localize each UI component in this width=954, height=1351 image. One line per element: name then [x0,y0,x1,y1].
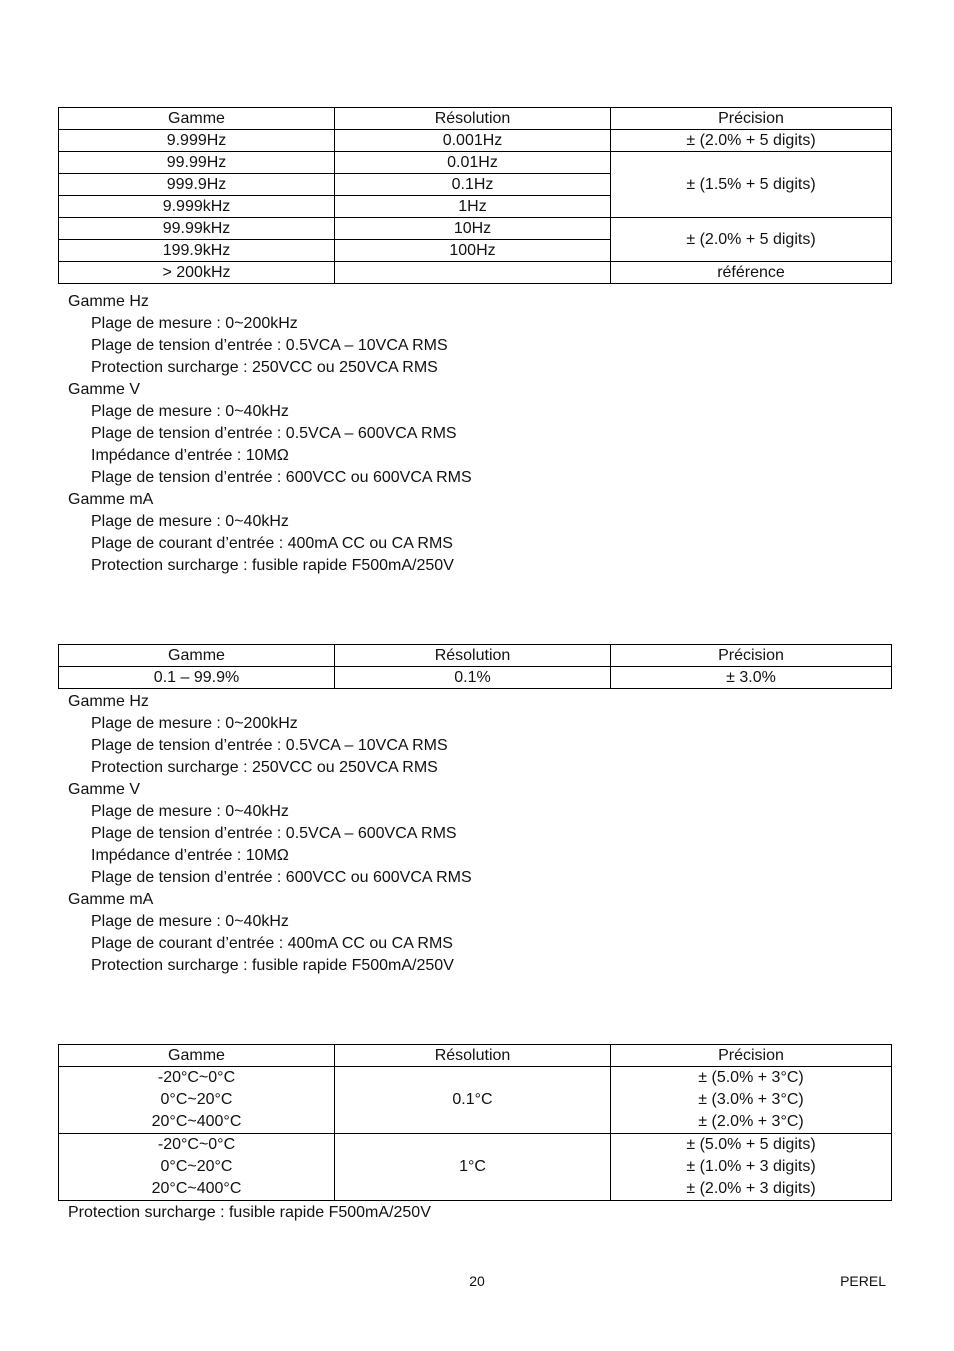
cell-resolution [335,262,611,284]
cell-gamme: 999.9Hz [59,174,335,196]
table-row [59,1134,892,1201]
note-item: Protection surcharge : 250VCC ou 250VCA RMS [91,359,438,376]
page-number: 20 [469,1273,485,1289]
cell-precision [611,1134,892,1201]
cell-line: -20°C~0°C [157,1136,236,1153]
group-title: Gamme Hz [68,693,149,710]
note-item: Protection surcharge : fusible rapide F500mA/250V [68,1204,431,1221]
note-item: Protection surcharge : fusible rapide F500mA/250V [91,557,454,574]
table-row [59,218,892,240]
cell-resolution: 0.1% [335,667,611,689]
cell-line: ± (5.0% + 3°C) [698,1069,804,1086]
frequency-notes [68,291,868,577]
cell-line: 20°C~400°C [151,1113,242,1130]
note-item: Plage de tension d’entrée : 0.5VCA – 10VCA RMS [91,337,448,354]
group-title: Gamme Hz [68,293,149,310]
cell-resolution: 0.1°C [335,1067,611,1134]
note-item: Impédance d’entrée : 10MΩ [91,847,289,864]
header-resolution: Résolution [335,108,611,130]
cell-line: ± (3.0% + 3°C) [698,1091,804,1108]
cell-line: 20°C~400°C [151,1180,242,1197]
header-resolution: Résolution [335,1045,611,1067]
group-title: Gamme V [68,781,141,798]
group-title: Gamme mA [68,891,154,908]
cell-precision: ± (1.5% + 5 digits) [611,152,892,218]
cell-resolution: 0.001Hz [335,130,611,152]
note-item: Plage de mesure : 0~200kHz [91,715,298,732]
note-item: Plage de courant d’entrée : 400mA CC ou CA RMS [91,935,453,952]
note-item: Plage de tension d’entrée : 0.5VCA – 10VCA RMS [91,737,448,754]
table-row [59,1067,892,1134]
cell-gamme [59,1134,335,1201]
header-resolution: Résolution [335,645,611,667]
cell-gamme: 0.1 – 99.9% [59,667,335,689]
cell-gamme: 99.99Hz [59,152,335,174]
cell-precision: ± (2.0% + 5 digits) [611,218,892,262]
note-item: Impédance d’entrée : 10MΩ [91,447,289,464]
group-title: Gamme mA [68,491,154,508]
note-item: Plage de mesure : 0~40kHz [91,403,289,420]
cell-resolution: 0.01Hz [335,152,611,174]
table-header-row [59,645,892,667]
cell-line: 0°C~20°C [160,1158,233,1175]
cell-gamme [59,1067,335,1134]
cell-line: -20°C~0°C [157,1069,236,1086]
table-header-row [59,1045,892,1067]
duty-cycle-notes [68,691,868,977]
note-item: Plage de tension d’entrée : 600VCC ou 600VCA RMS [91,869,472,886]
cell-precision [611,1067,892,1134]
table-row [59,130,892,152]
cell-resolution: 1Hz [335,196,611,218]
header-precision: Précision [611,645,892,667]
table-row [59,262,892,284]
cell-gamme: 199.9kHz [59,240,335,262]
note-item: Protection surcharge : 250VCC ou 250VCA RMS [91,759,438,776]
frequency-spec-table [58,107,892,284]
header-gamme: Gamme [59,1045,335,1067]
table-row [59,667,892,689]
note-item: Plage de mesure : 0~40kHz [91,513,289,530]
table-header-row [59,108,892,130]
cell-line: ± (1.0% + 3 digits) [686,1158,816,1175]
cell-precision: ± (2.0% + 5 digits) [611,130,892,152]
note-item: Plage de tension d’entrée : 0.5VCA – 600VCA RMS [91,425,457,442]
cell-resolution: 1°C [335,1134,611,1201]
cell-resolution: 10Hz [335,218,611,240]
header-precision: Précision [611,1045,892,1067]
brand-name: PEREL [840,1273,886,1289]
cell-line: ± (2.0% + 3°C) [698,1113,804,1130]
temperature-notes [68,1202,868,1224]
header-precision: Précision [611,108,892,130]
cell-resolution: 0.1Hz [335,174,611,196]
cell-line: 0°C~20°C [160,1091,233,1108]
note-item: Protection surcharge : fusible rapide F500mA/250V [91,957,454,974]
note-item: Plage de mesure : 0~200kHz [91,315,298,332]
cell-line: ± (2.0% + 3 digits) [686,1180,816,1197]
cell-gamme: 9.999Hz [59,130,335,152]
cell-gamme: 9.999kHz [59,196,335,218]
header-gamme: Gamme [59,108,335,130]
note-item: Plage de tension d’entrée : 600VCC ou 600VCA RMS [91,469,472,486]
note-item: Plage de courant d’entrée : 400mA CC ou CA RMS [91,535,453,552]
duty-cycle-spec-table [58,644,892,689]
cell-gamme: > 200kHz [59,262,335,284]
cell-precision: référence [611,262,892,284]
temperature-spec-table [58,1044,892,1201]
cell-line: ± (5.0% + 5 digits) [686,1136,816,1153]
note-item: Plage de tension d’entrée : 0.5VCA – 600VCA RMS [91,825,457,842]
note-item: Plage de mesure : 0~40kHz [91,803,289,820]
cell-precision: ± 3.0% [611,667,892,689]
table-row [59,152,892,174]
note-item: Plage de mesure : 0~40kHz [91,913,289,930]
cell-resolution: 100Hz [335,240,611,262]
group-title: Gamme V [68,381,141,398]
header-gamme: Gamme [59,645,335,667]
cell-gamme: 99.99kHz [59,218,335,240]
